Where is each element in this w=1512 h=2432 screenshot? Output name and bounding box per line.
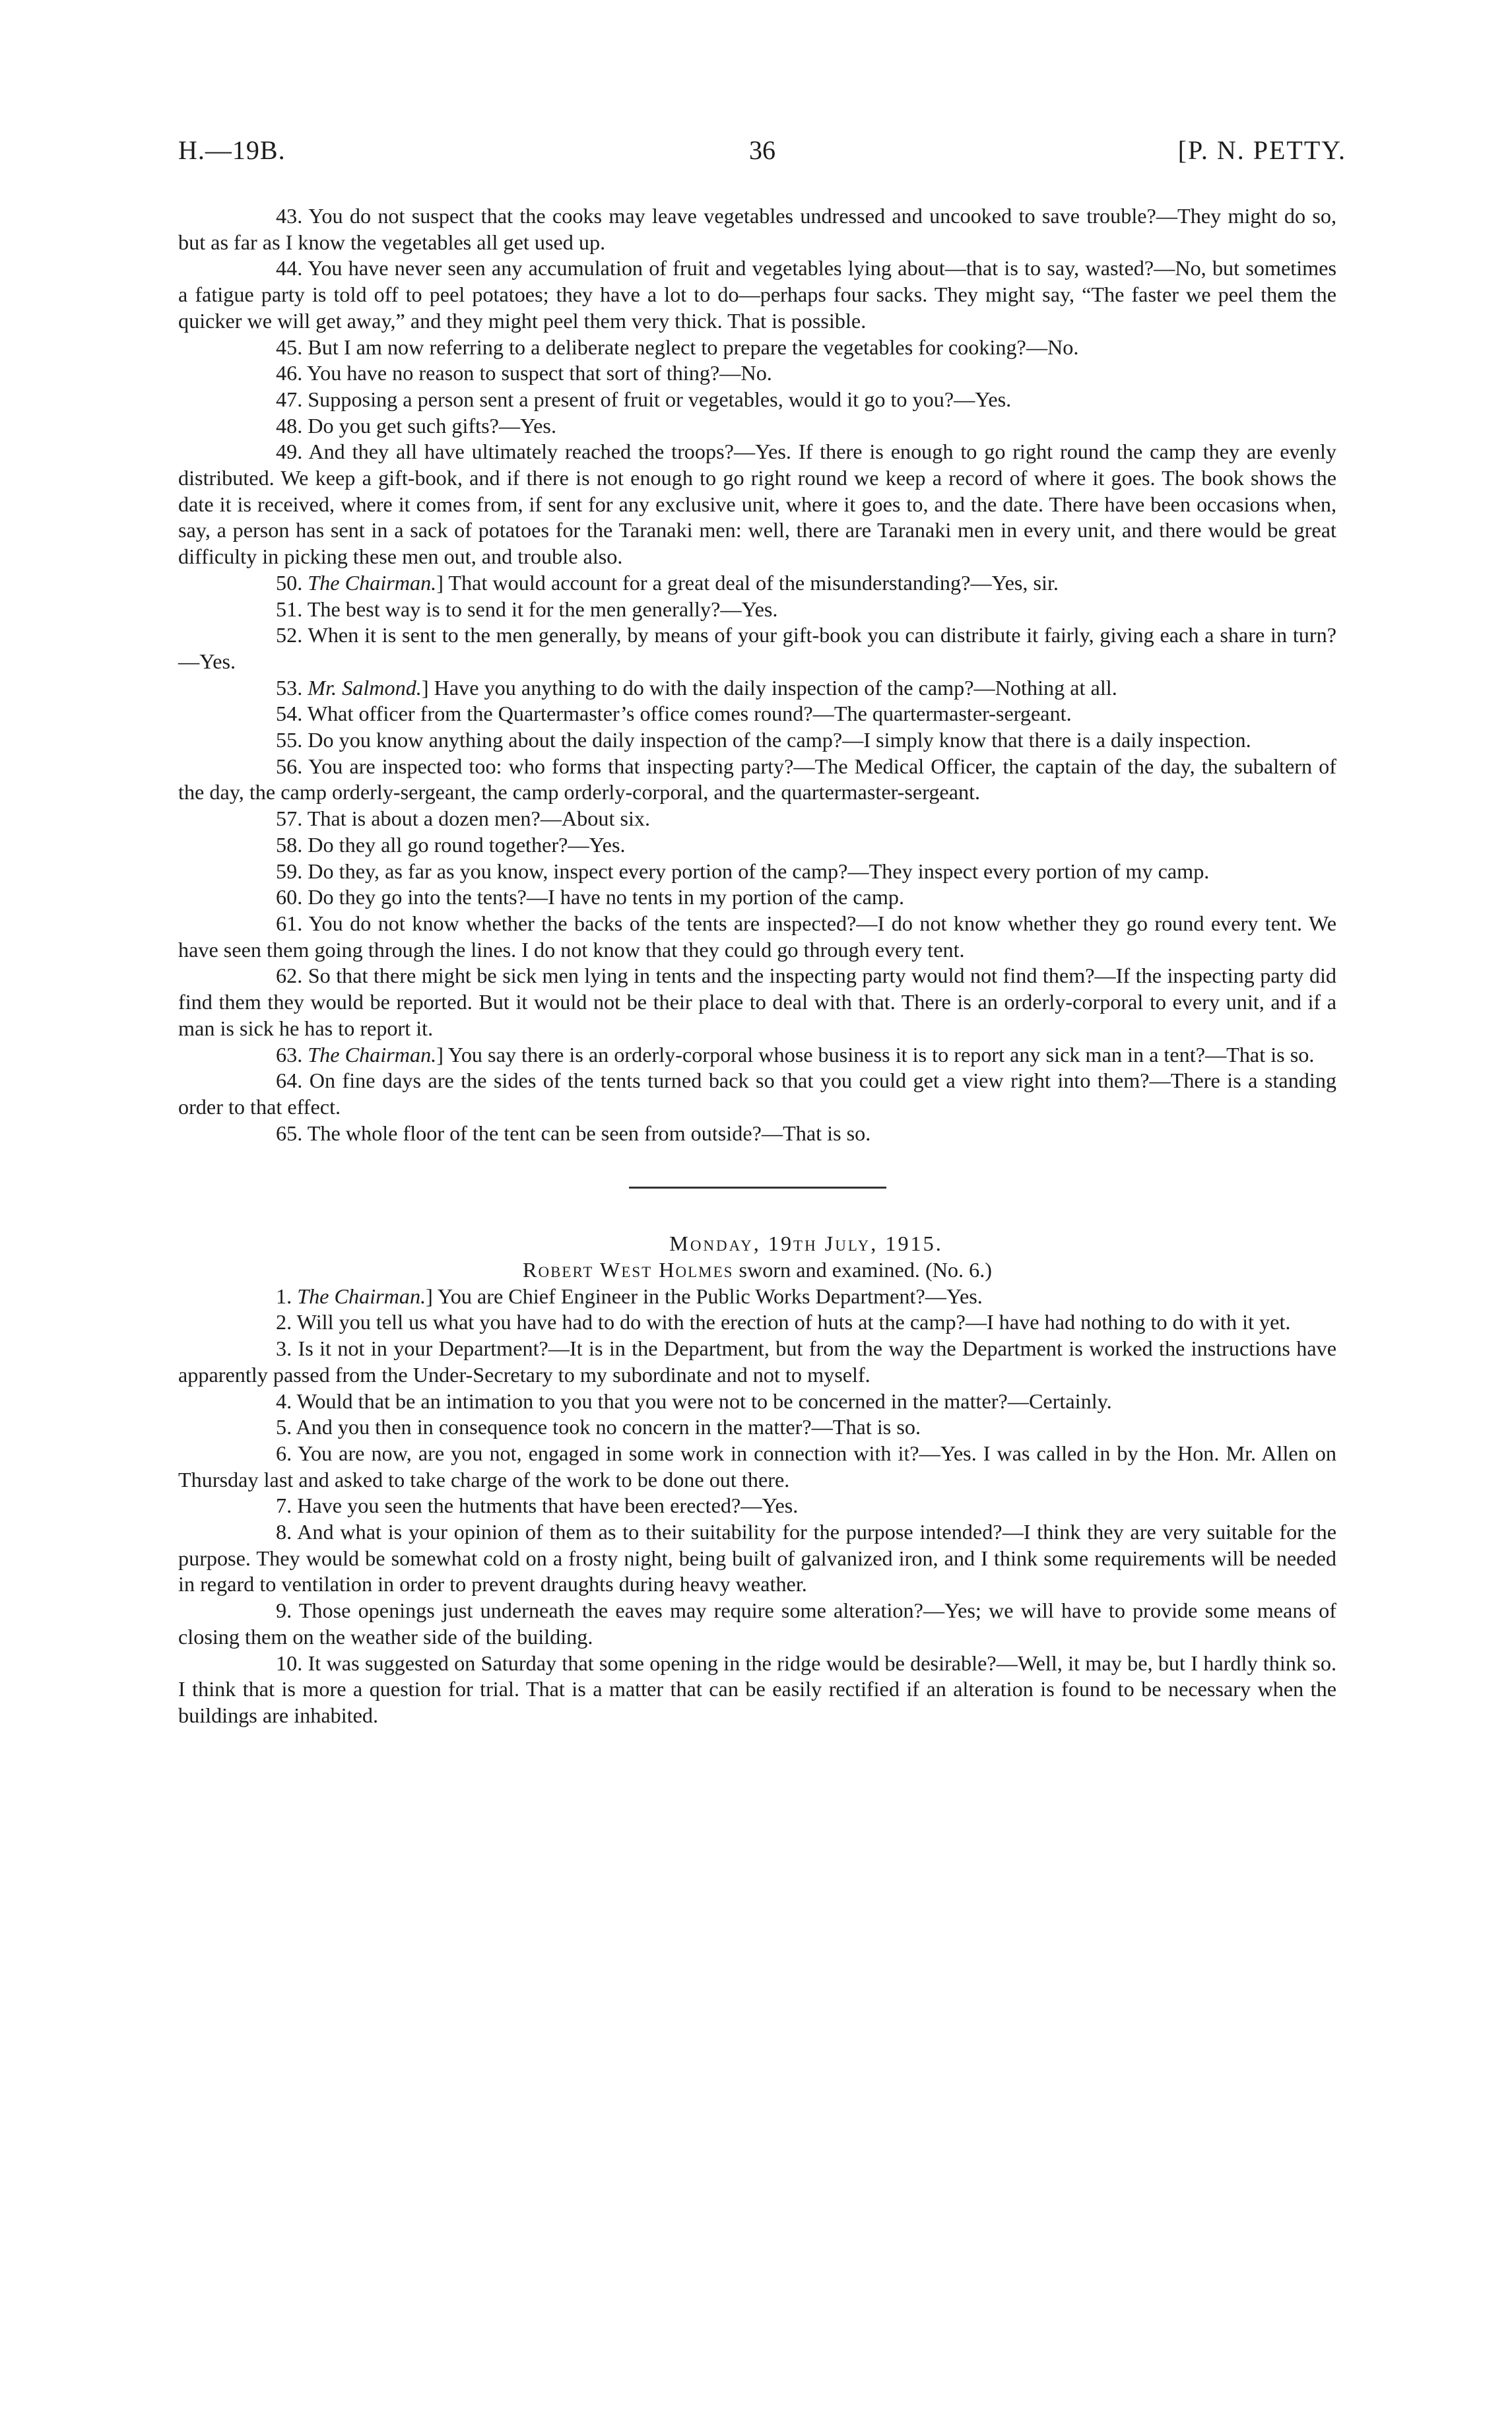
question-paragraph [178, 754, 1336, 806]
question-paragraph [178, 1389, 1336, 1415]
question-paragraph [178, 727, 1336, 754]
question-text: What officer from the Quartermaster’s office comes round?—The quartermaster-sergeant. [307, 702, 1072, 726]
speaker-name: The Chairman. [297, 1284, 426, 1308]
question-text: Do you know anything about the daily inspection of the camp?—I simply know that there is a daily inspection. [308, 728, 1251, 752]
question-paragraph [178, 806, 1336, 832]
question-paragraph [178, 1121, 1336, 1147]
question-number: 6. [276, 1441, 298, 1465]
question-text: Supposing a person sent a present of fruit or vegetables, would it go to you?—Yes. [308, 387, 1012, 411]
question-paragraph [178, 1068, 1336, 1120]
question-number: 8. [276, 1520, 298, 1544]
petty-testimony [178, 203, 1336, 1146]
question-paragraph: 63. The Chairman.] You say there is an orderly-corporal whose business it is to report any sick man in a tent?—That is so. [276, 1042, 1315, 1067]
question-text: That would account for a great deal of the misunderstanding?—Yes, sir. [448, 570, 1059, 595]
question-paragraph [178, 1519, 1336, 1598]
question-paragraph [178, 255, 1336, 334]
question-text: Do you get such gifts?—Yes. [308, 413, 556, 438]
question-number: 44. [276, 256, 308, 280]
question-number: 1. [276, 1284, 298, 1308]
question-text: On fine days are the sides of the tents turned back so that you could get a view right into them?—There is a standing order to that effect. [178, 1068, 1337, 1119]
question-paragraph [178, 1651, 1336, 1729]
question-paragraph [178, 597, 1336, 623]
question-text: You do not know whether the backs of the tents are inspected?—I do not know whether they go round every tent. We have seen them going through the lines. I do not know that they could go through every tent. [178, 911, 1337, 962]
question-paragraph [178, 1336, 1336, 1388]
question-number: 59. [276, 859, 308, 883]
question-number: 64. [276, 1068, 310, 1093]
question-paragraph [178, 1598, 1336, 1650]
witness-header: [P. N. PETTY. [1177, 135, 1346, 165]
question-number: 51. [276, 597, 308, 621]
question-paragraph [178, 701, 1336, 727]
question-number: 46. [276, 361, 308, 385]
question-number: 63. [276, 1042, 308, 1067]
question-number: 55. [276, 728, 308, 752]
speaker-name: The Chairman. [308, 570, 437, 595]
question-text: You are Chief Engineer in the Public Works Department?—Yes. [437, 1284, 983, 1308]
question-paragraph [178, 203, 1336, 255]
page-number: 36 [749, 135, 775, 165]
question-text: You have never seen any accumulation of fruit and vegetables lying about—that is to say, wasted?—No, but sometimes a fatigue party is told off to peel potatoes; they have a lot to do—perhaps four sacks. They might say, “The faster we peel them the quicker we will get away,” and they might peel them very thick. That is possible. [178, 256, 1336, 333]
question-number: 45. [276, 335, 308, 359]
question-paragraph: 50. The Chairman.] That would account for a great deal of the misunderstanding?—Yes, sir. [276, 570, 1059, 595]
question-number: 53. [276, 675, 308, 700]
question-number: 2. [276, 1310, 297, 1334]
question-text: That is about a dozen men?—About six. [307, 806, 651, 831]
question-text: The best way is to send it for the men generally?—Yes. [307, 597, 778, 621]
question-text: Do they go into the tents?—I have no tents in my portion of the camp. [308, 885, 905, 909]
question-text: When it is sent to the men generally, by means of your gift-book you can distribute it fairly, giving each a share in turn?—Yes. [178, 623, 1336, 673]
question-number: 5. [276, 1415, 296, 1439]
question-paragraph [178, 335, 1336, 361]
question-number: 7. [276, 1494, 298, 1518]
question-number: 61. [276, 911, 309, 935]
question-number: 10. [276, 1651, 308, 1675]
question-number: 49. [276, 440, 309, 464]
question-paragraph: 1. The Chairman.] You are Chief Engineer in the Public Works Department?—Yes. [276, 1284, 983, 1308]
question-number: 60. [276, 885, 308, 909]
question-text: And what is your opinion of them as to their suitability for the purpose intended?—I think they are very suitable for the purpose. They would be somewhat cold on a frosty night, being built of galvanized iron, and I think some requirements will be needed in regard to ventilation in order to prevent draughts during heavy weather. [178, 1520, 1336, 1596]
question-text: Will you tell us what you have had to do with the erection of huts at the camp?—I have had nothing to do with it yet. [296, 1310, 1291, 1334]
question-paragraph [178, 387, 1336, 413]
question-number: 54. [276, 702, 308, 726]
question-number: 62. [276, 964, 308, 988]
question-number: 58. [276, 832, 308, 857]
question-number: 47. [276, 387, 308, 411]
question-paragraph [178, 884, 1336, 911]
question-text: You have no reason to suspect that sort of thing?—No. [307, 361, 772, 385]
question-text: Would that be an intimation to you that you were not to be concerned in the matter?—Certainly. [296, 1389, 1112, 1413]
question-text: Have you seen the hutments that have been erected?—Yes. [297, 1494, 799, 1518]
question-text: But I am now referring to a deliberate neglect to prepare the vegetables for cooking?—No. [308, 335, 1079, 359]
question-number: 57. [276, 806, 308, 831]
page-header [178, 135, 1346, 174]
speaker-name: Mr. Salmond. [308, 675, 422, 700]
question-paragraph [178, 360, 1336, 387]
question-number: 52. [276, 623, 308, 647]
question-text: Do they, as far as you know, inspect every portion of the camp?—They inspect every portion of my camp. [308, 859, 1210, 883]
question-text: You do not suspect that the cooks may leave vegetables undressed and uncooked to save trouble?—They might do so, but as far as I know the vegetables all get used up. [178, 204, 1336, 254]
question-number: 9. [276, 1598, 299, 1623]
question-paragraph: 53. Mr. Salmond.] Have you anything to do with the daily inspection of the camp?—Nothing at all. [276, 675, 1117, 700]
question-text: Those openings just underneath the eaves may require some alteration?—Yes; we will have to provide some means of closing them on the weather side of the building. [178, 1598, 1336, 1649]
question-text: You are now, are you not, engaged in some work in connection with it?—Yes. I was called in by the Hon. Mr. Allen on Thursday last and asked to take charge of the work to be done out there. [178, 1441, 1336, 1492]
question-text: And they all have ultimately reached the troops?—Yes. If there is enough to go right round the camp they are evenly distributed. We keep a gift-book, and if there is not enough to go right round we keep a record of where it goes. The book shows the date it is received, where it comes from, if sent for any exclusive unit, where it goes to, and the date. There have been occasions when, say, a person has sent in a sack of potatoes for the Taranaki men: well, there are Taranaki men in every unit, and there would be great difficulty in picking these men out, and trouble also. [178, 440, 1336, 569]
question-paragraph [178, 911, 1336, 963]
question-paragraph [178, 413, 1336, 440]
document-code: H.—19B. [178, 135, 286, 165]
session-date: Monday, 19th July, 1915. [669, 1232, 943, 1256]
question-paragraph [178, 832, 1336, 859]
question-text: And you then in consequence took no concern in the matter?—That is so. [296, 1415, 921, 1439]
holmes-testimony [178, 1284, 1336, 1729]
question-number: 4. [276, 1389, 297, 1413]
question-text: You are inspected too: who forms that inspecting party?—The Medical Officer, the captain of the day, the subaltern of the day, the camp orderly-sergeant, the camp orderly-corporal, and the quartermaster-sergeant. [178, 754, 1336, 805]
question-number: 50. [276, 570, 308, 595]
question-number: 48. [276, 413, 308, 438]
question-text: Do they all go round together?—Yes. [308, 832, 626, 857]
question-paragraph [178, 963, 1336, 1041]
question-paragraph [178, 859, 1336, 885]
question-paragraph [178, 622, 1336, 674]
question-paragraph [178, 1414, 1336, 1441]
question-number: 56. [276, 754, 309, 778]
question-text: The whole floor of the tent can be seen from outside?—That is so. [307, 1121, 871, 1145]
question-number: 65. [276, 1121, 308, 1145]
question-paragraph [178, 1493, 1336, 1519]
question-text: You say there is an orderly-corporal whose business it is to report any sick man in a tent?—That is so. [447, 1042, 1315, 1067]
question-paragraph [178, 1441, 1336, 1493]
speaker-name: The Chairman. [308, 1042, 437, 1067]
question-paragraph [178, 439, 1336, 570]
section-divider [629, 1187, 886, 1189]
page-body [178, 203, 1336, 1729]
witness-status: sworn and examined. (No. 6.) [739, 1258, 992, 1282]
question-number: 3. [276, 1336, 298, 1361]
question-text: Have you anything to do with the daily inspection of the camp?—Nothing at all. [434, 675, 1117, 700]
question-text: So that there might be sick men lying in tents and the inspecting party would not find them?—If the inspecting party did find them they would be reported. But it would not be their place to deal with that. There is an orderly-corporal to every unit, and if a man is sick he has to report it. [178, 964, 1336, 1040]
witness-name: Robert West Holmes [523, 1258, 734, 1282]
question-number: 43. [276, 204, 309, 228]
question-text: It was suggested on Saturday that some opening in the ridge would be desirable?—Well, it may be, but I hardly think so. I think that is more a question for trial. That is a matter that can be easily rectified if an alteration is found to be necessary when the buildings are inhabited. [178, 1651, 1337, 1727]
witness-heading [178, 1257, 1336, 1284]
question-text: Is it not in your Department?—It is in the Department, but from the way the Department is worked the instructions have apparently passed from the Under-Secretary to my subordinate and not to myself. [178, 1336, 1336, 1387]
question-paragraph [178, 1309, 1336, 1336]
